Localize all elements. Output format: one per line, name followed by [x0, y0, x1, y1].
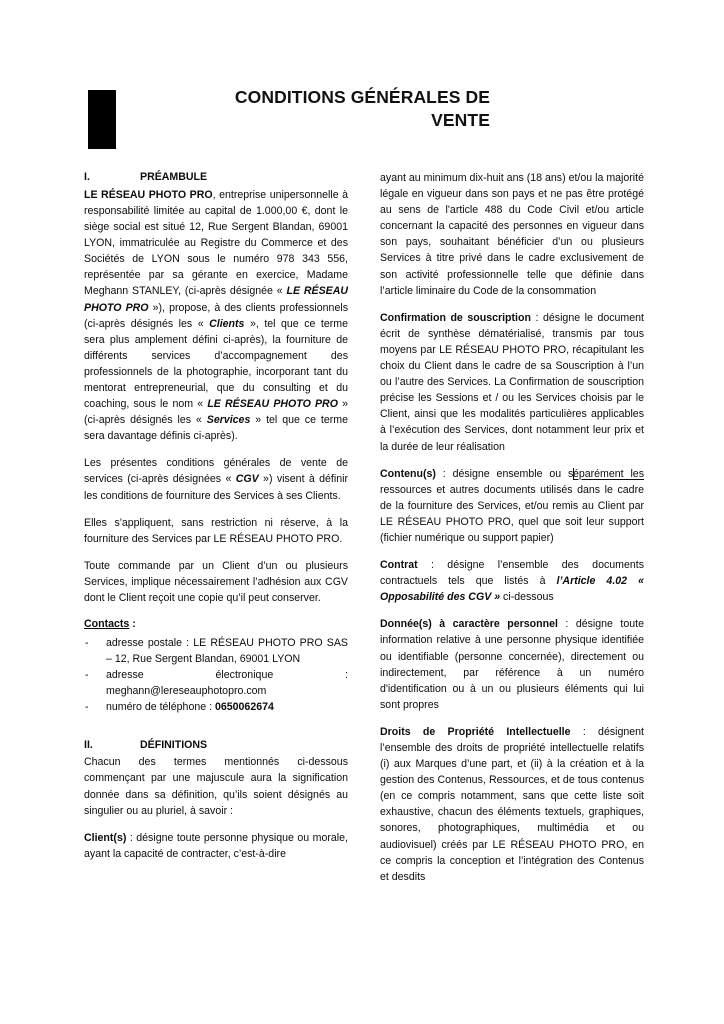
definition-body-contenu-a: : désigne ensemble ou s [435, 467, 574, 480]
definition-body-dpi: : désignent l’ensemble des droits de propriété intellectuelle relatifs (i) aux Marques d’une part, et (ii) à la création et à la gestion des Contenus, Ressources, et de tous contenus (en ce compris notamment, sans que cette liste soit exhaustive, chacun des éléments textuels, graphiques, sonores, photographiques, multimédia et ou audiovisuel) créés par LE RÉSEAU PHOTO PRO, en ce compris la conception et l’intégration des Contenus et desdits [380, 725, 644, 883]
document-masthead [0, 86, 724, 160]
bullet-dash: - [85, 669, 89, 682]
definition-contrat [380, 557, 644, 605]
contacts-list [84, 635, 348, 715]
bullet-dash: - [85, 701, 89, 714]
definition-term-contenu: Contenu(s) [380, 467, 436, 480]
section-number: II. [84, 738, 93, 751]
phone-number-label: numéro de téléphone : [106, 701, 215, 714]
definition-body-donnee: : désigne toute information relative à une personne physique identifiée ou identifiable (personne concernée), directement ou indirectement, par référence à un numéro d'identification ou à un ou plusieurs éléments qui lui sont propres [380, 618, 644, 711]
preamble-text-b: , entreprise unipersonnelle à responsabilité limitée au capital de 1.000,00 €, dont le siège social est situé 12, Rue Sergent Blandan, 69001 LYON, immatriculée au Registre du Commerce et des Sociétés de LYON sous le numéro 978 343 556, représentée par sa gérante en exercice, Madame Meghann STANLEY, (ci-après désignée « [84, 188, 349, 298]
definition-confirmation-souscription [380, 310, 644, 455]
definition-body-client: : désigne toute personne physique ou morale, ayant la capacité de contracter, c’est-à-dire [84, 831, 348, 860]
definition-body-contenu-underlined: éparément les [572, 467, 644, 480]
term-clients: Clients [209, 317, 245, 330]
phone-number-value[interactable]: 0650062674 [214, 701, 274, 714]
page-title-line-1: CONDITIONS GÉNÉRALES DE [234, 87, 490, 107]
preamble2-text-c: ») visent à définir les conditions de fourniture des Services à ses Clients. [84, 473, 348, 502]
section-heading-preambule [84, 170, 348, 186]
contacts-heading-label: Contacts [84, 618, 130, 631]
definition-term-dpi: Droits de Propriété Intellectuelle [380, 725, 571, 738]
postal-address-line-1: adresse postale : LE RÉSEAU PHOTO PRO SAS – [106, 637, 348, 666]
preamble-text-h: » (ci-après désignés les « [84, 398, 348, 427]
right-column [380, 170, 644, 885]
paragraph-definitions-intro: Chacun des termes mentionnés ci-dessous commençant par une majuscule aura la signification donnée dans sa définition, qu’ils soient désignés au singulier ou au pluriel, à savoir : [84, 756, 348, 817]
definition-term-contrat: Contrat [380, 559, 418, 572]
paragraph-preamble-3: Elles s'appliquent, sans restriction ni réserve, à la fourniture des Services par LE RÉSEAU PHOTO PRO. [84, 516, 348, 545]
preamble-text-d: »), propose, à des clients professionnels (ci-après désignés les « [84, 301, 348, 330]
list-item-email-address [84, 667, 348, 699]
definition-term-client: Client(s) [84, 831, 127, 844]
left-column [84, 170, 348, 885]
definition-term-donnee: Donnée(s) à caractère personnel [380, 618, 558, 631]
preamble-text-j: » tel que ce terme sera davantage définis ci-après). [84, 414, 348, 443]
cross-reference-article-4-02[interactable]: l’Article 4.02 « Opposabilité des CGV » [380, 575, 644, 604]
definition-term-confirmation: Confirmation de souscription [380, 311, 531, 324]
section-number: I. [84, 171, 90, 183]
company-name-emphasis-2: LE RÉSEAU PHOTO PRO [207, 398, 338, 411]
section-label: DÉFINITIONS [140, 738, 208, 751]
term-cgv: CGV [235, 473, 259, 486]
paragraph-preamble-4: Toute commande par un Client d’un ou plusieurs Services, implique nécessairement l’adhésion aux CGV dont le Client reçoit une copie qu’il peut conserver. [84, 559, 348, 605]
bullet-dash: - [85, 637, 89, 650]
two-column-body [84, 170, 644, 885]
definition-body-contrat-b: ci-dessous [500, 591, 554, 604]
page-title [150, 86, 490, 132]
list-item-postal-address [84, 635, 348, 667]
paragraph-preamble-2 [84, 455, 348, 503]
definition-body-contenu-b: ressources et autres documents utilisés dans le cadre de la fourniture des Services, et/ou remis au Client par LE RÉSEAU PHOTO PRO, quel que soit leur support (fichier numérique ou support papier) [380, 483, 644, 544]
definition-client [84, 830, 348, 862]
term-services: Services [206, 414, 251, 427]
company-name-bold: LE RÉSEAU PHOTO PRO [84, 188, 213, 201]
section-heading-definitions [84, 738, 348, 754]
paragraph-preamble-1 [84, 187, 348, 445]
preamble-text-f: », tel que ce terme sera plus amplement défini ci-après), la fourniture de différents services d’accompagnement des professionnels de la photographie, incorporant tant du mentorat entrepreneurial, que du consulting et du coaching, sous le nom « [84, 317, 349, 411]
definition-body-confirmation: : désigne le document écrit de synthèse dématérialisé, transmis par tous moyens par LE RÉSEAU PHOTO PRO, récapitulant les choix du Client dans le cadre de sa Souscription à l’un ou l’autre des Services. La Confirmation de souscription précise les Sessions et / ou les Services choisis par le Client, ainsi que les modalités particulières applicables à l’exécution des Services, dont notamment leur prix et la durée de leur réalisation [380, 311, 644, 453]
email-address-label: adresse électronique : [106, 669, 348, 682]
preamble2-text-a: Les présentes conditions générales de vente de services (ci-après désignées « [84, 457, 348, 486]
definition-droits-propriete-intellectuelle [380, 724, 644, 885]
definition-body-contrat-a: : désigne l’ensemble des documents contractuels tels que listés à [380, 559, 644, 588]
definition-contenu [380, 466, 644, 546]
email-address-value[interactable]: meghann@lereseauphotopro.com [106, 685, 267, 698]
contacts-heading-colon: : [129, 618, 136, 631]
company-name-emphasis-1: LE RÉSEAU PHOTO PRO [84, 285, 348, 314]
contacts-heading [84, 617, 348, 633]
page-title-line-2: VENTE [431, 110, 490, 131]
paragraph-definition-client-continued: ayant au minimum dix-huit ans (18 ans) et/ou la majorité légale en vigueur dans son pays et ne pas être protégé au sens de l'article 488 du Code Civil et/ou article concernant la capacité des personnes en vigueur dans son pays, souhaitant bénéficier d’un ou plusieurs Services à titre privé dans le cadre exclusivement de son activité professionnelle telle que définie dans l’article liminaire du Code de la consommation [380, 172, 644, 297]
definition-donnee-personnelle [380, 616, 644, 713]
section-label: PRÉAMBULE [140, 171, 208, 183]
list-item-phone-number [84, 699, 348, 715]
postal-address-line-2: 12, Rue Sergent Blandan, 69001 LYON [114, 653, 301, 666]
title-accent-bar [88, 90, 116, 149]
